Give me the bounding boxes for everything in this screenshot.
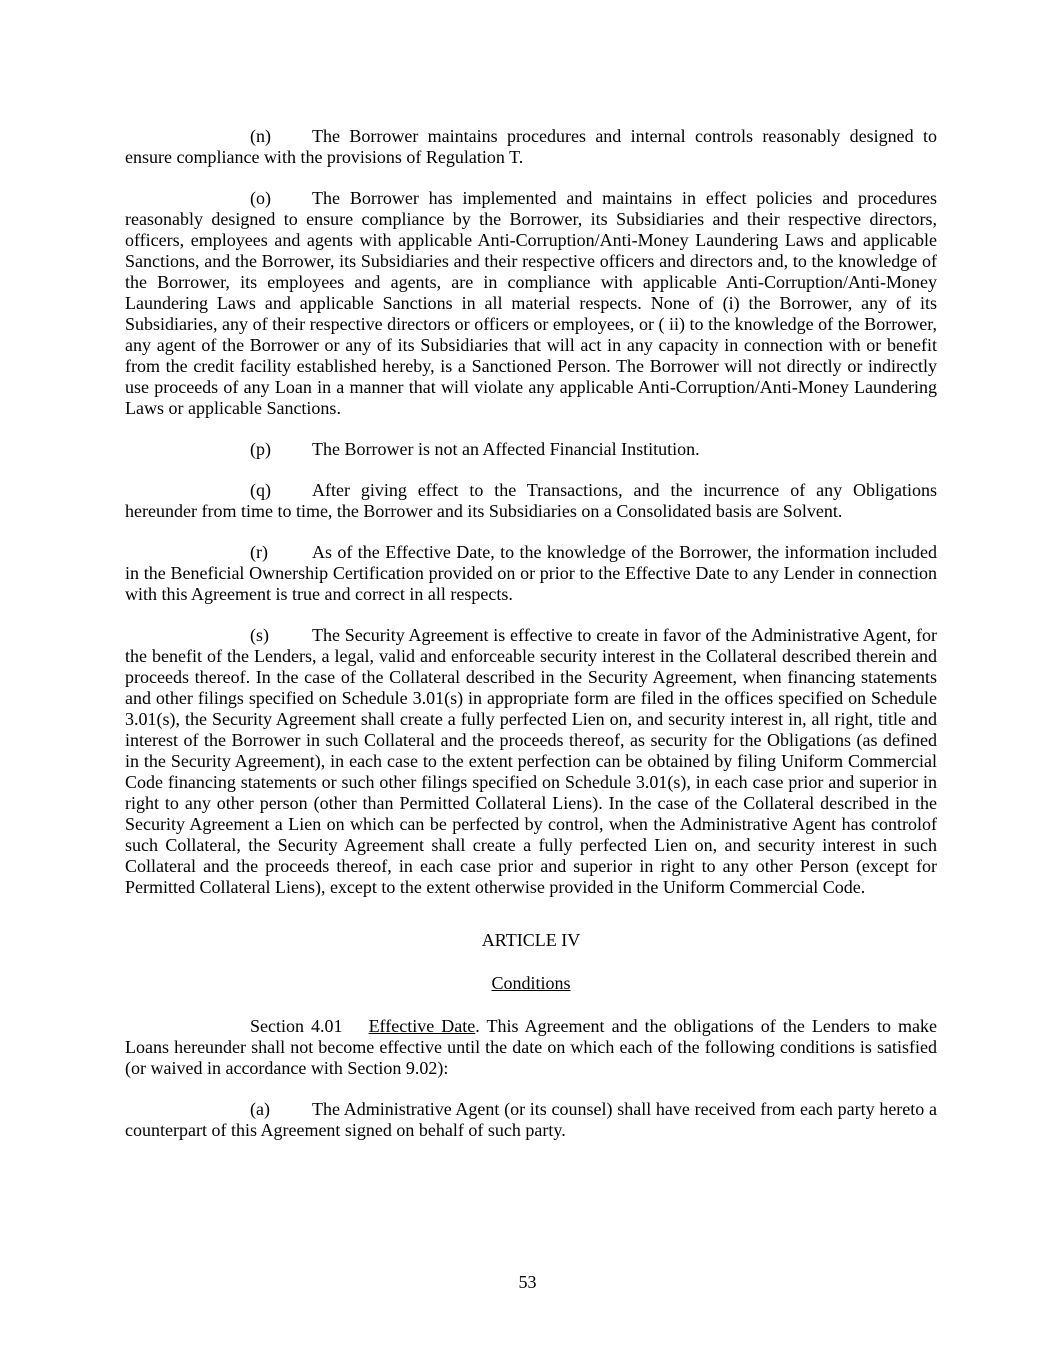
section-number: Section 4.01 xyxy=(250,1016,343,1036)
paragraph-n-label: (n) xyxy=(250,126,271,146)
paragraph-r-label: (r) xyxy=(250,542,268,562)
paragraph-s-label: (s) xyxy=(250,625,269,645)
paragraph-n-text: The Borrower maintains procedures and internal controls reasonably designed to ensure compliance with the provisions of Regulation T. xyxy=(125,126,937,167)
paragraph-p xyxy=(125,439,937,460)
paragraph-o-label: (o) xyxy=(250,188,271,208)
paragraph-s-text: The Security Agreement is effective to create in favor of the Administrative Agent, for the benefit of the Lenders, a legal, valid and enforceable security interest in the Collateral described therein and proceeds thereof. In the case of the Collateral described in the Security Agreement, when financing statements and other filings specified on Schedule 3.01(s) in appropriate form are filed in the offices specified on Schedule 3.01(s), the Security Agreement shall create a fully perfected Lien on, and security interest in, all right, title and interest of the Borrower in such Collateral and the proceeds thereof, as security for the Obligations (as defined in the Security Agreement), in each case to the extent perfection can be obtained by filing Uniform Commercial Code financing statements or such other filings specified on Schedule 3.01(s), in each case prior and superior in right to any other person (other than Permitted Collateral Liens). In the case of the Collateral described in the Security Agreement a Lien on which can be perfected by control, when the Administrative Agent has controlof such Collateral, the Security Agreement shall create a fully perfected Lien on, and security interest in such Collateral and the proceeds thereof, in each case prior and superior in right to any other Person (except for Permitted Collateral Liens), except to the extent otherwise provided in the Uniform Commercial Code. xyxy=(125,625,937,897)
paragraph-a xyxy=(125,1099,937,1141)
paragraph-r-text: As of the Effective Date, to the knowledge of the Borrower, the information included in the Beneficial Ownership Certification provided on or prior to the Effective Date to any Lender in connection with this Agreement is true and correct in all respects. xyxy=(125,542,937,604)
paragraph-o xyxy=(125,188,937,419)
conditions-heading xyxy=(125,973,937,994)
paragraph-p-text: The Borrower is not an Affected Financial Institution. xyxy=(312,439,700,459)
paragraph-s xyxy=(125,625,937,898)
paragraph-a-label: (a) xyxy=(250,1099,270,1119)
paragraph-r xyxy=(125,542,937,605)
section-text: . This Agreement and the obligations of the Lenders to make Loans hereunder shall not become effective until the date on which each of the following conditions is satisfied (or waived in accordance with Section 9.02): xyxy=(125,1016,938,1078)
page-number: 53 xyxy=(518,1272,537,1292)
paragraph-o-text: The Borrower has implemented and maintains in effect policies and procedures reasonably designed to ensure compliance by the Borrower, its Subsidiaries and their respective directors, officers, employees and agents with applicable Anti-Corruption/Anti-Money Laundering Laws and applicable Sanctions, and the Borrower, its Subsidiaries and their respective officers and directors and, to the knowledge of the Borrower, its employees and agents, are in compliance with applicable Anti-Corruption/Anti-Money Laundering Laws and applicable Sanctions in all material respects. None of (i) the Borrower, any of its Subsidiaries, any of their respective directors or officers or employees, or ( ii) to the knowledge of the Borrower, any agent of the Borrower or any of its Subsidiaries that will act in any capacity in connection with or benefit from the credit facility established hereby, is a Sanctioned Person. The Borrower will not directly or indirectly use proceeds of any Loan in a manner that will violate any applicable Anti-Corruption/Anti-Money Laundering Laws or applicable Sanctions. xyxy=(125,188,937,418)
paragraph-q-text: After giving effect to the Transactions, and the incurrence of any Obligations hereunder from time to time, the Borrower and its Subsidiaries on a Consolidated basis are Solvent. xyxy=(125,480,937,521)
section-4-01-paragraph xyxy=(125,1016,937,1079)
paragraph-q-label: (q) xyxy=(250,480,271,500)
article-heading: ARTICLE IV xyxy=(481,930,581,950)
section-title: Effective Date xyxy=(368,1016,476,1036)
conditions-heading-label: Conditions xyxy=(491,973,571,993)
paragraph-a-text: The Administrative Agent (or its counsel) shall have received from each party hereto a counterpart of this Agreement signed on behalf of such party. xyxy=(125,1099,937,1140)
paragraph-p-label: (p) xyxy=(250,439,271,459)
paragraph-n xyxy=(125,126,937,168)
paragraph-q xyxy=(125,480,937,522)
